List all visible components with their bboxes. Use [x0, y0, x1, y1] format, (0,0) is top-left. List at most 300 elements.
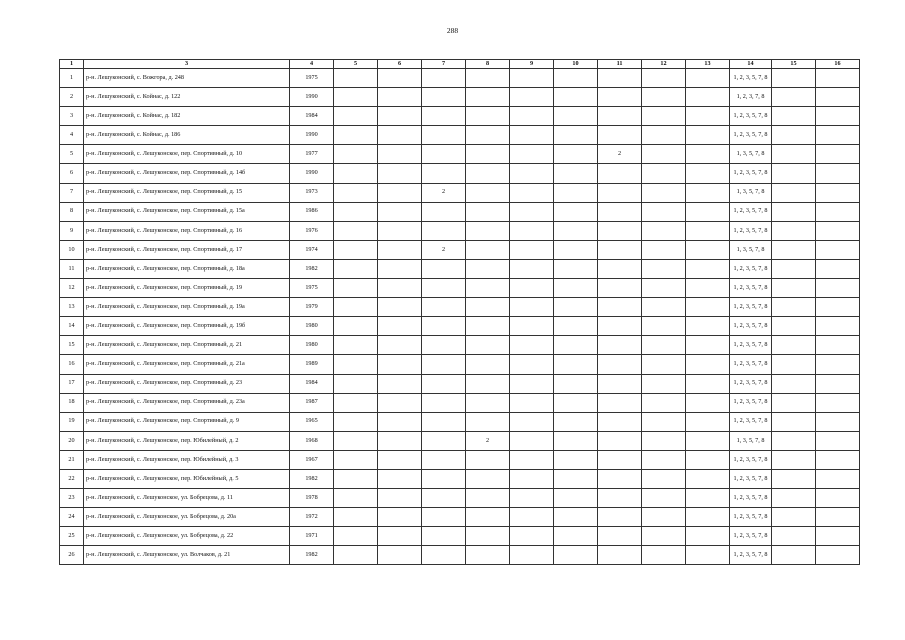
value-cell-c16 [816, 508, 860, 527]
value-cell-c11 [598, 88, 642, 107]
value-cell-c10 [554, 126, 598, 145]
value-cell-c12 [642, 355, 686, 374]
value-cell-c14: 1, 2, 3, 5, 7, 8 [730, 221, 772, 240]
value-cell-c10 [554, 221, 598, 240]
value-cell-c16 [816, 355, 860, 374]
table-row [60, 240, 860, 259]
value-cell-c16 [816, 336, 860, 355]
year-cell: 1982 [290, 259, 334, 278]
row-number-cell: 16 [60, 355, 84, 374]
value-cell-c5 [334, 279, 378, 298]
value-cell-c12 [642, 527, 686, 546]
value-cell-c15 [772, 202, 816, 221]
value-cell-c7 [422, 145, 466, 164]
table-row [60, 298, 860, 317]
value-cell-c11 [598, 107, 642, 126]
value-cell-c7 [422, 164, 466, 183]
value-cell-c9 [510, 107, 554, 126]
value-cell-c12 [642, 202, 686, 221]
value-cell-c6 [378, 279, 422, 298]
address-cell: р-н. Лешуконский, с. Лешуконское, пер. Спортивный, д. 23а [84, 393, 290, 412]
value-cell-c7 [422, 107, 466, 126]
address-cell: р-н. Лешуконский, с. Койнас, д. 186 [84, 126, 290, 145]
value-cell-c15 [772, 546, 816, 565]
value-cell-c5 [334, 393, 378, 412]
value-cell-c14: 1, 2, 3, 5, 7, 8 [730, 450, 772, 469]
value-cell-c15 [772, 317, 816, 336]
value-cell-c10 [554, 508, 598, 527]
value-cell-c11 [598, 450, 642, 469]
value-cell-c5 [334, 412, 378, 431]
value-cell-c9 [510, 355, 554, 374]
value-cell-c9 [510, 279, 554, 298]
row-number-cell: 13 [60, 298, 84, 317]
value-cell-c11: 2 [598, 145, 642, 164]
year-cell: 1978 [290, 489, 334, 508]
value-cell-c14: 1, 2, 3, 5, 7, 8 [730, 489, 772, 508]
value-cell-c9 [510, 221, 554, 240]
value-cell-c15 [772, 374, 816, 393]
value-cell-c14: 1, 3, 5, 7, 8 [730, 240, 772, 259]
value-cell-c11 [598, 336, 642, 355]
value-cell-c9 [510, 374, 554, 393]
value-cell-c15 [772, 126, 816, 145]
value-cell-c13 [686, 412, 730, 431]
value-cell-c11 [598, 374, 642, 393]
year-cell: 1975 [290, 279, 334, 298]
year-cell: 1971 [290, 527, 334, 546]
value-cell-c12 [642, 69, 686, 88]
value-cell-c16 [816, 164, 860, 183]
value-cell-c10 [554, 164, 598, 183]
table-row [60, 508, 860, 527]
value-cell-c5 [334, 374, 378, 393]
year-cell: 1967 [290, 450, 334, 469]
value-cell-c13 [686, 164, 730, 183]
value-cell-c16 [816, 469, 860, 488]
address-cell: р-н. Лешуконский, с. Лешуконское, пер. Юбилейный, д. 3 [84, 450, 290, 469]
value-cell-c8 [466, 202, 510, 221]
value-cell-c5 [334, 527, 378, 546]
value-cell-c13 [686, 240, 730, 259]
row-number-cell: 17 [60, 374, 84, 393]
year-cell: 1968 [290, 431, 334, 450]
value-cell-c9 [510, 317, 554, 336]
value-cell-c15 [772, 393, 816, 412]
table-row [60, 336, 860, 355]
row-number-cell: 3 [60, 107, 84, 126]
table-row [60, 259, 860, 278]
table-row [60, 527, 860, 546]
value-cell-c16 [816, 374, 860, 393]
value-cell-c7 [422, 336, 466, 355]
value-cell-c5 [334, 69, 378, 88]
column-header: 7 [422, 60, 466, 69]
address-cell: р-н. Лешуконский, с. Лешуконское, пер. Спортивный, д. 15а [84, 202, 290, 221]
address-cell: р-н. Лешуконский, с. Лешуконское, пер. Спортивный, д. 19б [84, 317, 290, 336]
year-cell: 1982 [290, 469, 334, 488]
value-cell-c14: 1, 2, 3, 5, 7, 8 [730, 336, 772, 355]
value-cell-c16 [816, 240, 860, 259]
value-cell-c7 [422, 527, 466, 546]
value-cell-c10 [554, 546, 598, 565]
value-cell-c7 [422, 508, 466, 527]
value-cell-c5 [334, 145, 378, 164]
value-cell-c13 [686, 298, 730, 317]
value-cell-c9 [510, 546, 554, 565]
row-number-cell: 6 [60, 164, 84, 183]
address-cell: р-н. Лешуконский, с. Вожгора, д. 248 [84, 69, 290, 88]
table-row [60, 489, 860, 508]
value-cell-c14: 1, 2, 3, 5, 7, 8 [730, 202, 772, 221]
value-cell-c14: 1, 2, 3, 5, 7, 8 [730, 69, 772, 88]
value-cell-c10 [554, 202, 598, 221]
value-cell-c8 [466, 279, 510, 298]
value-cell-c7 [422, 88, 466, 107]
value-cell-c15 [772, 259, 816, 278]
value-cell-c13 [686, 202, 730, 221]
value-cell-c11 [598, 355, 642, 374]
value-cell-c8 [466, 508, 510, 527]
value-cell-c13 [686, 317, 730, 336]
value-cell-c11 [598, 126, 642, 145]
value-cell-c6 [378, 183, 422, 202]
value-cell-c8 [466, 88, 510, 107]
row-number-cell: 7 [60, 183, 84, 202]
value-cell-c12 [642, 88, 686, 107]
address-cell: р-н. Лешуконский, с. Лешуконское, пер. Спортивный, д. 19 [84, 279, 290, 298]
value-cell-c15 [772, 469, 816, 488]
value-cell-c9 [510, 164, 554, 183]
year-cell: 1976 [290, 221, 334, 240]
value-cell-c13 [686, 69, 730, 88]
value-cell-c14: 1, 2, 3, 7, 8 [730, 88, 772, 107]
value-cell-c11 [598, 469, 642, 488]
value-cell-c10 [554, 469, 598, 488]
value-cell-c13 [686, 374, 730, 393]
value-cell-c10 [554, 183, 598, 202]
column-header: 11 [598, 60, 642, 69]
value-cell-c6 [378, 355, 422, 374]
value-cell-c13 [686, 527, 730, 546]
value-cell-c8 [466, 183, 510, 202]
value-cell-c8 [466, 412, 510, 431]
value-cell-c16 [816, 431, 860, 450]
column-header: 3 [84, 60, 290, 69]
value-cell-c12 [642, 298, 686, 317]
value-cell-c13 [686, 126, 730, 145]
year-cell: 1990 [290, 164, 334, 183]
value-cell-c15 [772, 69, 816, 88]
row-number-cell: 14 [60, 317, 84, 336]
value-cell-c13 [686, 221, 730, 240]
year-cell: 1987 [290, 393, 334, 412]
value-cell-c14: 1, 3, 5, 7, 8 [730, 145, 772, 164]
year-cell: 1984 [290, 374, 334, 393]
value-cell-c12 [642, 431, 686, 450]
value-cell-c5 [334, 221, 378, 240]
row-number-cell: 12 [60, 279, 84, 298]
value-cell-c6 [378, 145, 422, 164]
value-cell-c16 [816, 126, 860, 145]
column-header: 9 [510, 60, 554, 69]
row-number-cell: 11 [60, 259, 84, 278]
value-cell-c12 [642, 317, 686, 336]
value-cell-c14: 1, 3, 5, 7, 8 [730, 183, 772, 202]
value-cell-c7 [422, 546, 466, 565]
value-cell-c11 [598, 317, 642, 336]
value-cell-c8 [466, 336, 510, 355]
value-cell-c12 [642, 164, 686, 183]
value-cell-c11 [598, 240, 642, 259]
value-cell-c7 [422, 469, 466, 488]
value-cell-c12 [642, 145, 686, 164]
value-cell-c12 [642, 374, 686, 393]
value-cell-c6 [378, 317, 422, 336]
value-cell-c6 [378, 107, 422, 126]
value-cell-c16 [816, 259, 860, 278]
value-cell-c5 [334, 202, 378, 221]
value-cell-c15 [772, 431, 816, 450]
table-row [60, 279, 860, 298]
value-cell-c9 [510, 145, 554, 164]
column-header: 10 [554, 60, 598, 69]
value-cell-c7 [422, 489, 466, 508]
row-number-cell: 15 [60, 336, 84, 355]
table-row [60, 431, 860, 450]
value-cell-c10 [554, 259, 598, 278]
value-cell-c5 [334, 88, 378, 107]
column-header: 12 [642, 60, 686, 69]
column-header: 14 [730, 60, 772, 69]
address-cell: р-н. Лешуконский, с. Лешуконское, пер. Спортивный, д. 10 [84, 145, 290, 164]
value-cell-c6 [378, 374, 422, 393]
page-number: 288 [446, 26, 459, 35]
value-cell-c6 [378, 336, 422, 355]
year-cell: 1984 [290, 107, 334, 126]
value-cell-c12 [642, 336, 686, 355]
value-cell-c5 [334, 450, 378, 469]
value-cell-c15 [772, 183, 816, 202]
value-cell-c7 [422, 259, 466, 278]
value-cell-c11 [598, 412, 642, 431]
value-cell-c12 [642, 393, 686, 412]
value-cell-c12 [642, 546, 686, 565]
value-cell-c8 [466, 240, 510, 259]
value-cell-c11 [598, 202, 642, 221]
value-cell-c10 [554, 298, 598, 317]
table-row [60, 126, 860, 145]
value-cell-c7 [422, 431, 466, 450]
value-cell-c16 [816, 202, 860, 221]
value-cell-c8: 2 [466, 431, 510, 450]
column-header: 16 [816, 60, 860, 69]
value-cell-c16 [816, 412, 860, 431]
value-cell-c8 [466, 164, 510, 183]
value-cell-c6 [378, 221, 422, 240]
value-cell-c6 [378, 508, 422, 527]
year-cell: 1977 [290, 145, 334, 164]
value-cell-c12 [642, 240, 686, 259]
address-cell: р-н. Лешуконский, с. Койнас, д. 122 [84, 88, 290, 107]
row-number-cell: 24 [60, 508, 84, 527]
value-cell-c6 [378, 259, 422, 278]
value-cell-c7 [422, 393, 466, 412]
table-row [60, 469, 860, 488]
value-cell-c6 [378, 164, 422, 183]
value-cell-c11 [598, 183, 642, 202]
value-cell-c16 [816, 279, 860, 298]
value-cell-c13 [686, 336, 730, 355]
value-cell-c13 [686, 508, 730, 527]
value-cell-c9 [510, 298, 554, 317]
value-cell-c12 [642, 412, 686, 431]
value-cell-c14: 1, 2, 3, 5, 7, 8 [730, 259, 772, 278]
value-cell-c12 [642, 450, 686, 469]
value-cell-c15 [772, 298, 816, 317]
value-cell-c15 [772, 221, 816, 240]
value-cell-c11 [598, 279, 642, 298]
value-cell-c14: 1, 2, 3, 5, 7, 8 [730, 298, 772, 317]
value-cell-c7 [422, 221, 466, 240]
row-number-cell: 23 [60, 489, 84, 508]
value-cell-c6 [378, 69, 422, 88]
year-cell: 1980 [290, 317, 334, 336]
year-cell: 1980 [290, 336, 334, 355]
address-cell: р-н. Лешуконский, с. Лешуконское, пер. Спортивный, д. 15 [84, 183, 290, 202]
value-cell-c6 [378, 431, 422, 450]
value-cell-c11 [598, 546, 642, 565]
row-number-cell: 20 [60, 431, 84, 450]
value-cell-c12 [642, 107, 686, 126]
value-cell-c5 [334, 240, 378, 259]
value-cell-c5 [334, 508, 378, 527]
value-cell-c10 [554, 355, 598, 374]
value-cell-c14: 1, 3, 5, 7, 8 [730, 431, 772, 450]
year-cell: 1989 [290, 355, 334, 374]
row-number-cell: 10 [60, 240, 84, 259]
value-cell-c10 [554, 412, 598, 431]
value-cell-c16 [816, 88, 860, 107]
value-cell-c11 [598, 164, 642, 183]
address-cell: р-н. Лешуконский, с. Лешуконское, ул. Бобрецова, д. 11 [84, 489, 290, 508]
value-cell-c8 [466, 546, 510, 565]
year-cell: 1982 [290, 546, 334, 565]
value-cell-c6 [378, 298, 422, 317]
value-cell-c9 [510, 508, 554, 527]
value-cell-c5 [334, 469, 378, 488]
value-cell-c6 [378, 450, 422, 469]
value-cell-c8 [466, 374, 510, 393]
value-cell-c11 [598, 508, 642, 527]
address-cell: р-н. Лешуконский, с. Лешуконское, пер. Спортивный, д. 18а [84, 259, 290, 278]
table-row [60, 374, 860, 393]
value-cell-c16 [816, 450, 860, 469]
value-cell-c9 [510, 202, 554, 221]
table-row [60, 317, 860, 336]
value-cell-c5 [334, 431, 378, 450]
value-cell-c13 [686, 88, 730, 107]
value-cell-c11 [598, 393, 642, 412]
column-header: 15 [772, 60, 816, 69]
table-row [60, 164, 860, 183]
value-cell-c13 [686, 469, 730, 488]
value-cell-c13 [686, 431, 730, 450]
value-cell-c14: 1, 2, 3, 5, 7, 8 [730, 164, 772, 183]
value-cell-c10 [554, 317, 598, 336]
value-cell-c7 [422, 126, 466, 145]
value-cell-c14: 1, 2, 3, 5, 7, 8 [730, 508, 772, 527]
value-cell-c11 [598, 69, 642, 88]
value-cell-c16 [816, 546, 860, 565]
value-cell-c14: 1, 2, 3, 5, 7, 8 [730, 355, 772, 374]
address-cell: р-н. Лешуконский, с. Лешуконское, пер. Спортивный, д. 17 [84, 240, 290, 259]
row-number-cell: 19 [60, 412, 84, 431]
value-cell-c7 [422, 298, 466, 317]
row-number-cell: 5 [60, 145, 84, 164]
value-cell-c9 [510, 88, 554, 107]
value-cell-c5 [334, 126, 378, 145]
column-header: 1 [60, 60, 84, 69]
row-number-cell: 9 [60, 221, 84, 240]
value-cell-c9 [510, 393, 554, 412]
year-cell: 1972 [290, 508, 334, 527]
value-cell-c10 [554, 393, 598, 412]
value-cell-c9 [510, 183, 554, 202]
column-header: 4 [290, 60, 334, 69]
value-cell-c9 [510, 240, 554, 259]
row-number-cell: 25 [60, 527, 84, 546]
value-cell-c16 [816, 183, 860, 202]
value-cell-c11 [598, 298, 642, 317]
address-cell: р-н. Лешуконский, с. Лешуконское, ул. Бобрецова, д. 22 [84, 527, 290, 546]
value-cell-c10 [554, 374, 598, 393]
value-cell-c13 [686, 450, 730, 469]
column-header: 5 [334, 60, 378, 69]
year-cell: 1979 [290, 298, 334, 317]
value-cell-c8 [466, 126, 510, 145]
value-cell-c15 [772, 88, 816, 107]
value-cell-c5 [334, 317, 378, 336]
value-cell-c15 [772, 240, 816, 259]
value-cell-c10 [554, 527, 598, 546]
value-cell-c10 [554, 69, 598, 88]
value-cell-c12 [642, 126, 686, 145]
table-row [60, 107, 860, 126]
value-cell-c5 [334, 546, 378, 565]
address-cell: р-н. Лешуконский, с. Лешуконское, ул. Бобрецова, д. 20а [84, 508, 290, 527]
value-cell-c9 [510, 126, 554, 145]
value-cell-c14: 1, 2, 3, 5, 7, 8 [730, 469, 772, 488]
value-cell-c15 [772, 164, 816, 183]
value-cell-c14: 1, 2, 3, 5, 7, 8 [730, 546, 772, 565]
table-row [60, 393, 860, 412]
value-cell-c14: 1, 2, 3, 5, 7, 8 [730, 126, 772, 145]
value-cell-c6 [378, 240, 422, 259]
value-cell-c16 [816, 145, 860, 164]
value-cell-c15 [772, 508, 816, 527]
address-cell: р-н. Лешуконский, с. Лешуконское, пер. Спортивный, д. 14б [84, 164, 290, 183]
value-cell-c15 [772, 107, 816, 126]
address-cell: р-н. Лешуконский, с. Лешуконское, пер. Юбилейный, д. 2 [84, 431, 290, 450]
address-cell: р-н. Лешуконский, с. Лешуконское, пер. Спортивный, д. 19а [84, 298, 290, 317]
year-cell: 1986 [290, 202, 334, 221]
value-cell-c10 [554, 88, 598, 107]
value-cell-c10 [554, 431, 598, 450]
value-cell-c11 [598, 431, 642, 450]
value-cell-c8 [466, 259, 510, 278]
value-cell-c8 [466, 527, 510, 546]
